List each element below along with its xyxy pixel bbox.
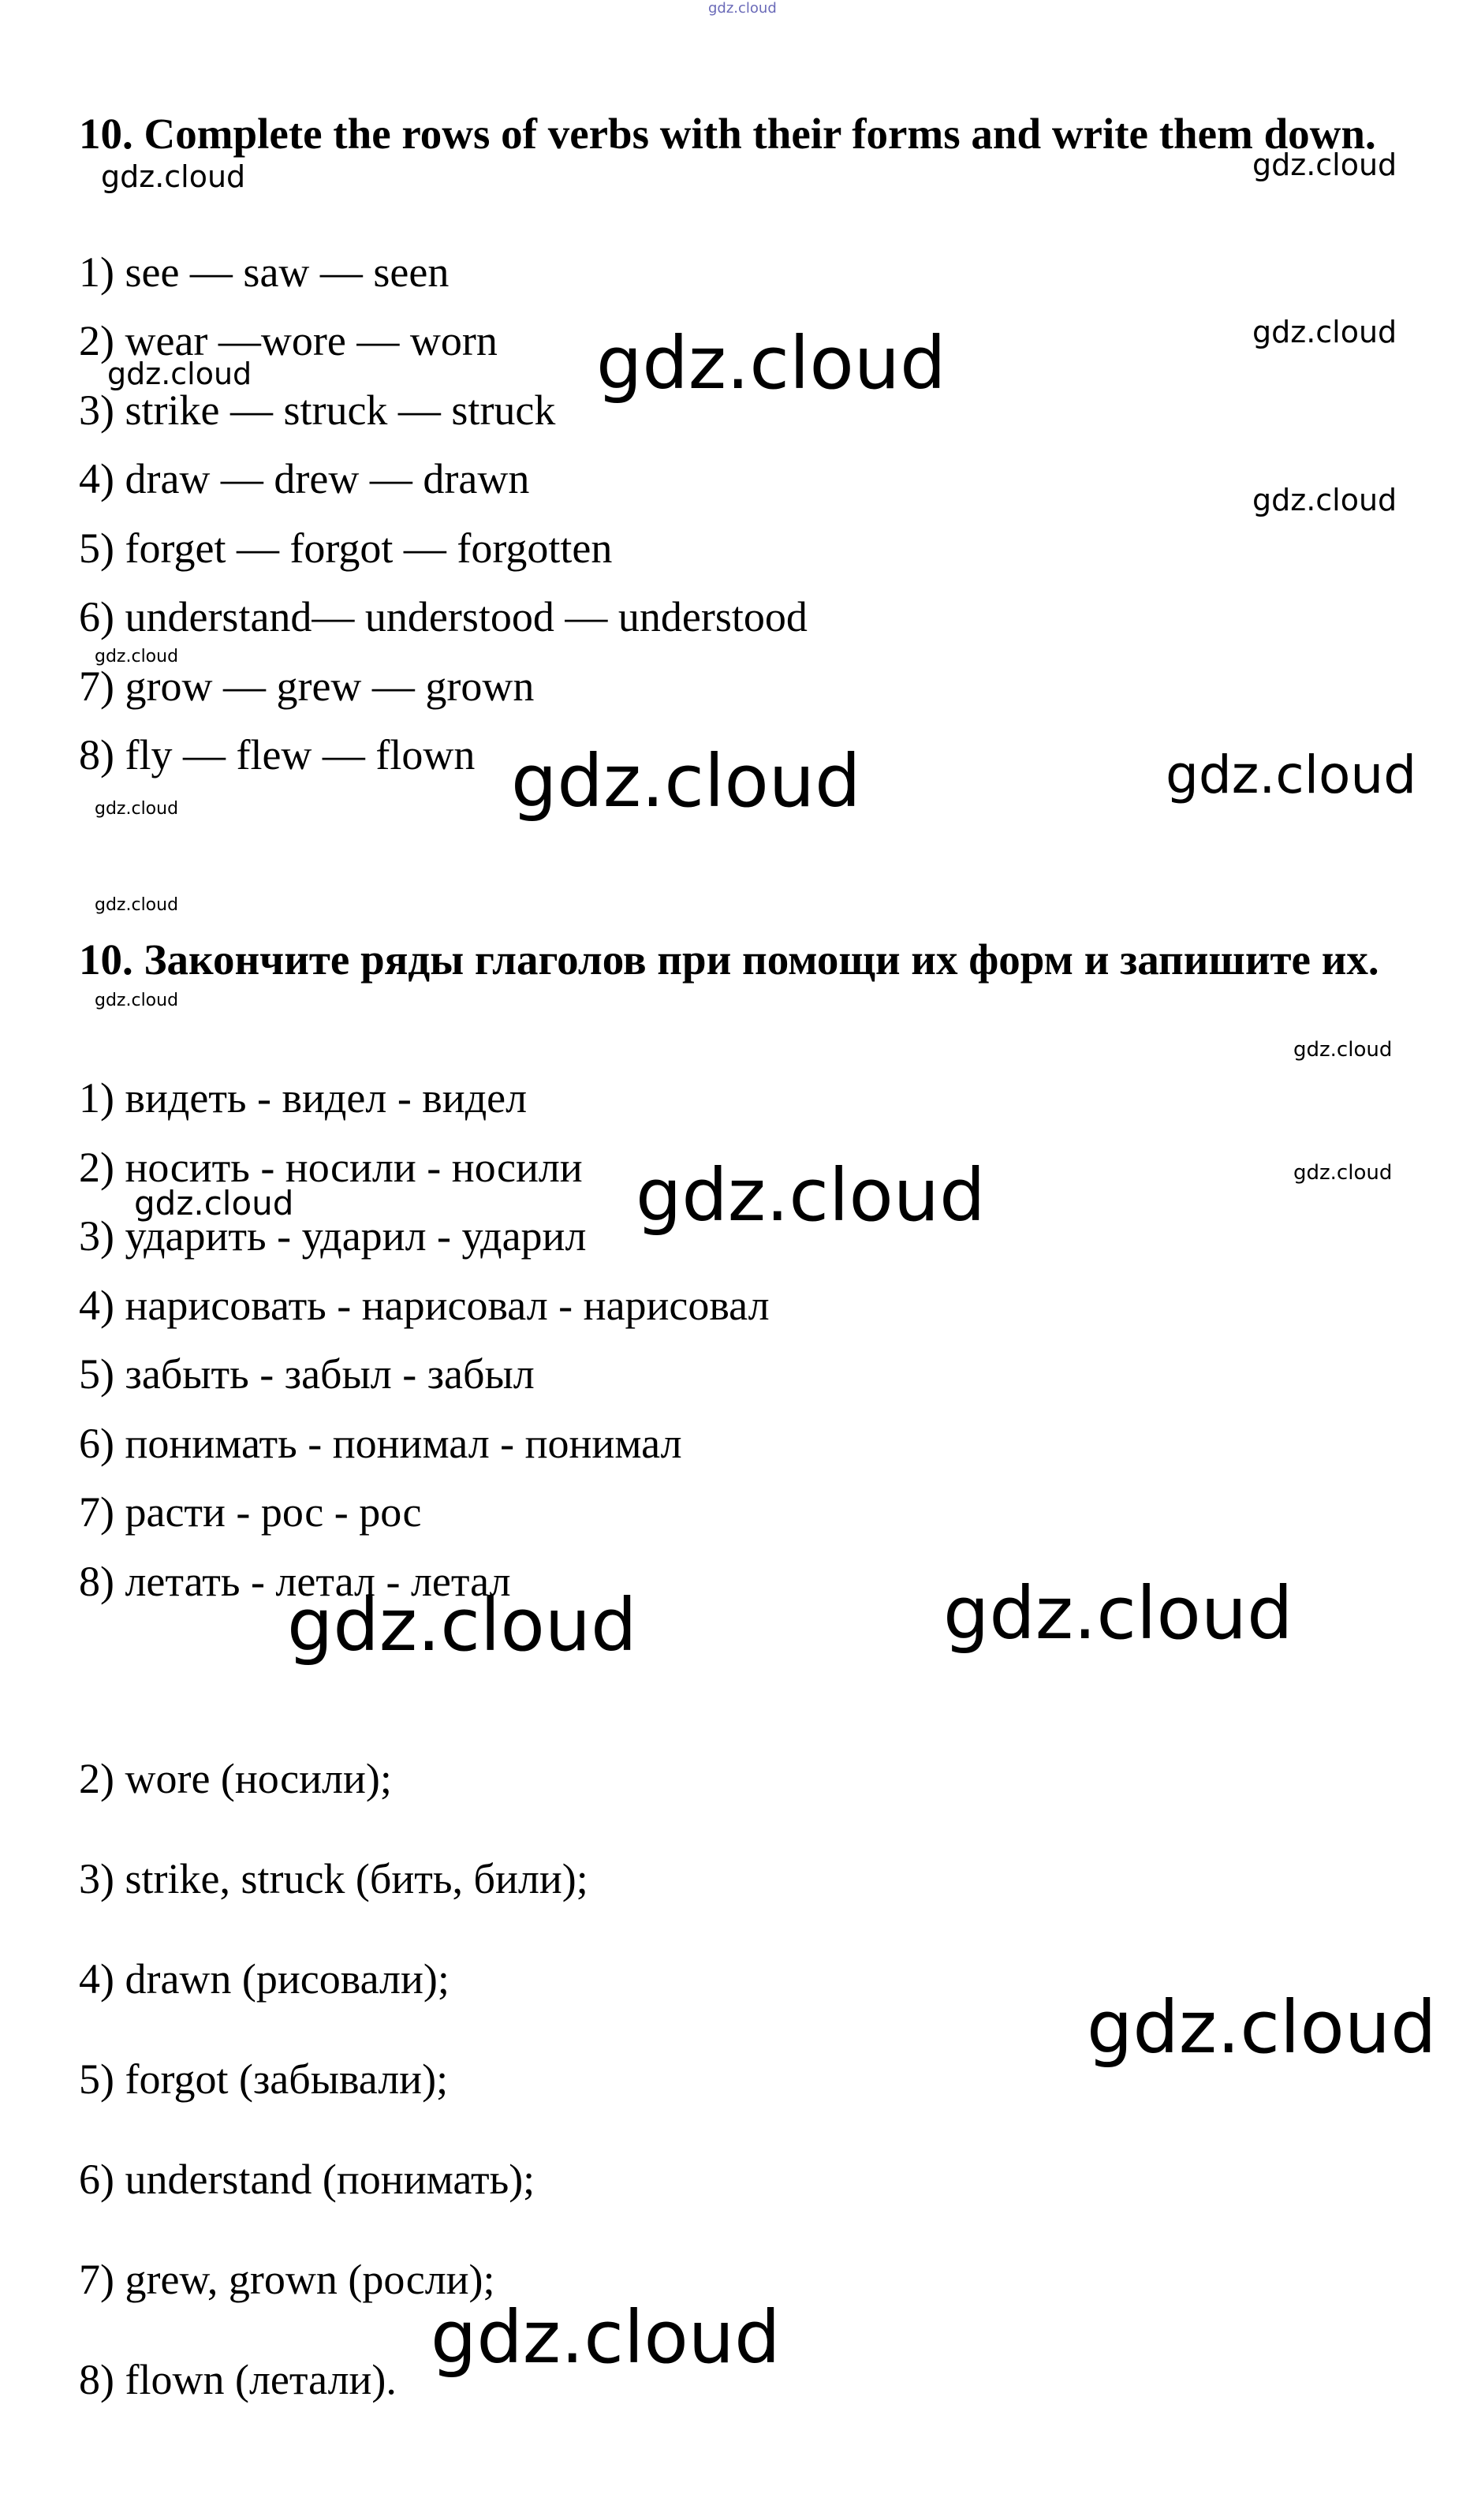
answer-item-7: 7) grew, grown (росли); — [79, 2256, 495, 2303]
english-item-7: 7) grow — grew — grown — [79, 663, 535, 710]
russian-item-4: 4) нарисовать - нарисовал - нарисовал — [79, 1282, 770, 1329]
english-item-3: 3) strike — struck — struck — [79, 386, 556, 434]
answer-item-5: 5) forgot (забывали); — [79, 2055, 449, 2103]
watermark: gdz.cloud — [1293, 1161, 1393, 1185]
russian-item-1: 1) видеть - видел - видел — [79, 1074, 528, 1122]
english-item-4: 4) draw — drew — drawn — [79, 455, 530, 502]
watermark: gdz.cloud — [95, 647, 179, 666]
answer-item-4: 4) drawn (рисовали); — [79, 1955, 450, 2003]
watermark: gdz.cloud — [95, 799, 179, 819]
watermark: gdz.cloud — [1166, 745, 1417, 805]
russian-item-8: 8) летать - летал - летал — [79, 1558, 511, 1605]
watermark: gdz.cloud — [101, 159, 246, 194]
watermark: gdz.cloud — [708, 0, 777, 17]
watermark: gdz.cloud — [1252, 315, 1397, 349]
russian-item-2: 2) носить - носили - носили — [79, 1144, 583, 1191]
exercise-heading-english: 10. Complete the rows of verbs with their forms and write them down. — [79, 110, 1376, 158]
exercise-heading-russian: 10. Закончите ряды глаголов при помощи их форм и запишите их. — [79, 935, 1379, 984]
watermark: gdz.cloud — [287, 1583, 637, 1667]
english-item-5: 5) forget — forgot — forgotten — [79, 525, 613, 572]
watermark: gdz.cloud — [1252, 483, 1397, 517]
russian-item-6: 6) понимать - понимал - понимал — [79, 1420, 682, 1467]
watermark: gdz.cloud — [1087, 1985, 1437, 2070]
english-item-2: 2) wear —wore — worn — [79, 317, 498, 364]
watermark: gdz.cloud — [511, 739, 861, 823]
english-item-1: 1) see — saw — seen — [79, 248, 450, 296]
answer-item-3: 3) strike, struck (бить, били); — [79, 1855, 588, 1902]
english-item-6: 6) understand— understood — understood — [79, 593, 808, 640]
watermark: gdz.cloud — [107, 357, 252, 391]
answer-item-2: 2) wore (носили); — [79, 1755, 392, 1802]
russian-item-7: 7) расти - рос - рос — [79, 1488, 422, 1536]
russian-item-5: 5) забыть - забыл - забыл — [79, 1350, 535, 1398]
watermark: gdz.cloud — [95, 991, 179, 1010]
watermark: gdz.cloud — [1252, 147, 1397, 182]
watermark: gdz.cloud — [95, 895, 179, 915]
watermark: gdz.cloud — [134, 1184, 294, 1223]
answer-item-8: 8) flown (летали). — [79, 2356, 397, 2403]
watermark: gdz.cloud — [943, 1571, 1293, 1656]
watermark: gdz.cloud — [431, 2295, 781, 2380]
russian-item-3: 3) ударить - ударил - ударил — [79, 1212, 587, 1260]
english-item-8: 8) fly — flew — flown — [79, 731, 476, 778]
watermark: gdz.cloud — [636, 1153, 986, 1238]
answer-item-6: 6) understand (понимать); — [79, 2156, 535, 2203]
watermark: gdz.cloud — [1293, 1038, 1393, 1062]
watermark: gdz.cloud — [596, 321, 946, 405]
